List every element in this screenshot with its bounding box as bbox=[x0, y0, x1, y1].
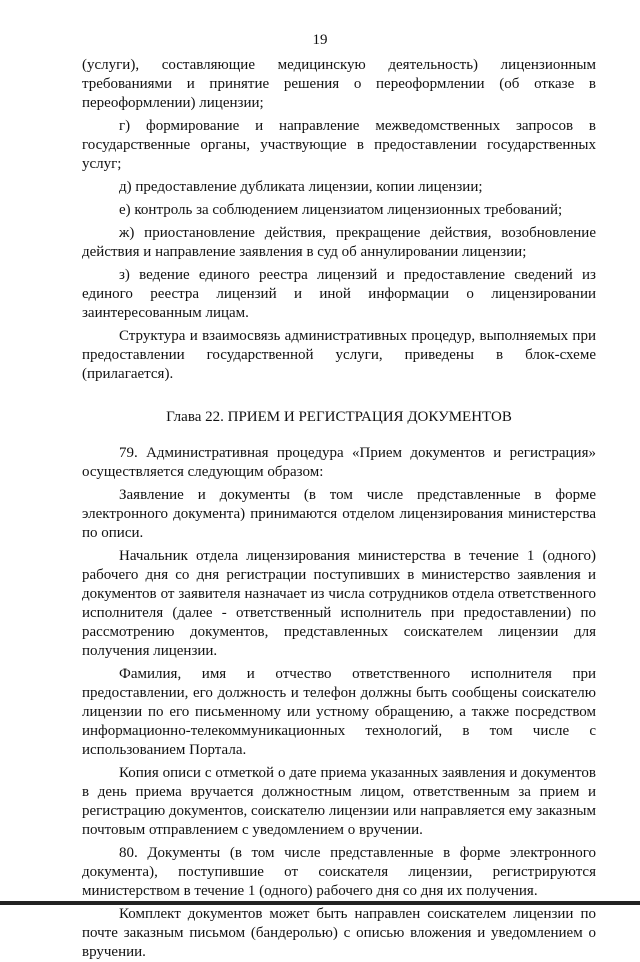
chapter-title: Глава 22. ПРИЕМ И РЕГИСТРАЦИЯ ДОКУМЕНТОВ bbox=[166, 409, 512, 425]
paragraph: Копия описи с отметкой о дате приема указанных заявления и документов в день приема вручается должностным лицом, ответственным за прием и регистрацию документов, соискателю лицензии или направляется ему заказным почтовым отправлением с уведомлением о вручении. bbox=[82, 765, 596, 838]
paragraph: (услуги), составляющие медицинскую деятельность) лицензионным требованиями и принятие решения о переоформлении (об отказе в переоформлении) лицензии; bbox=[82, 57, 596, 111]
paragraph: е) контроль за соблюдением лицензиатом лицензионных требований; bbox=[119, 202, 563, 218]
page-body bbox=[82, 56, 596, 962]
paragraph: г) формирование и направление межведомственных запросов в государственные органы, участвующие в предоставлении государственных услуг; bbox=[82, 118, 596, 172]
paragraph: Фамилия, имя и отчество ответственного исполнителя при предоставлении, его должность и телефон должны быть сообщены соискателю лицензии по его письменному или устному обращению, а также посредством информационно-телекоммуникационных технологий, в том числе с использованием Портала. bbox=[82, 666, 596, 758]
paragraph: д) предоставление дубликата лицензии, копии лицензии; bbox=[119, 179, 483, 195]
page-number: 19 bbox=[312, 32, 328, 48]
paragraph: Начальник отдела лицензирования министерства в течение 1 (одного) рабочего дня со дня регистрации поступивших в министерство заявления и документов от заявителя назначает из числа сотрудников отдела ответственного исполнителя (далее - ответственный исполнитель при предоставлении) по рассмотрению документов, представленных соискателем лицензии для получения лицензии. bbox=[82, 548, 596, 659]
paragraph: 80. Документы (в том числе представленные в форме электронного документа), поступившие от соискателя лицензии, регистрируются министерством в течение 1 (одного) рабочего дня со дня их получения. bbox=[82, 845, 596, 899]
paragraph: Структура и взаимосвязь административных процедур, выполняемых при предоставлении государственной услуги, приведены в блок-схеме (прилагается). bbox=[82, 328, 596, 382]
paragraph: з) ведение единого реестра лицензий и предоставление сведений из единого реестра лицензий и иной информации о лицензировании заинтересованным лицам. bbox=[82, 267, 596, 321]
paragraph: 79. Административная процедура «Прием документов и регистрация» осуществляется следующим образом: bbox=[82, 445, 596, 480]
section-chapter-22 bbox=[82, 444, 596, 962]
section-procedures-list bbox=[82, 56, 596, 384]
paragraph: Комплект документов может быть направлен соискателем лицензии по почте заказным письмом (бандеролью) с описью вложения и уведомлением о вручении. bbox=[82, 906, 596, 960]
paragraph: ж) приостановление действия, прекращение действия, возобновление действия и направление заявления в суд об аннулировании лицензии; bbox=[82, 225, 596, 260]
paragraph: Заявление и документы (в том числе представленные в форме электронного документа) принимаются отделом лицензирования министерства по описи. bbox=[82, 487, 596, 541]
scan-bottom-edge bbox=[0, 901, 640, 905]
